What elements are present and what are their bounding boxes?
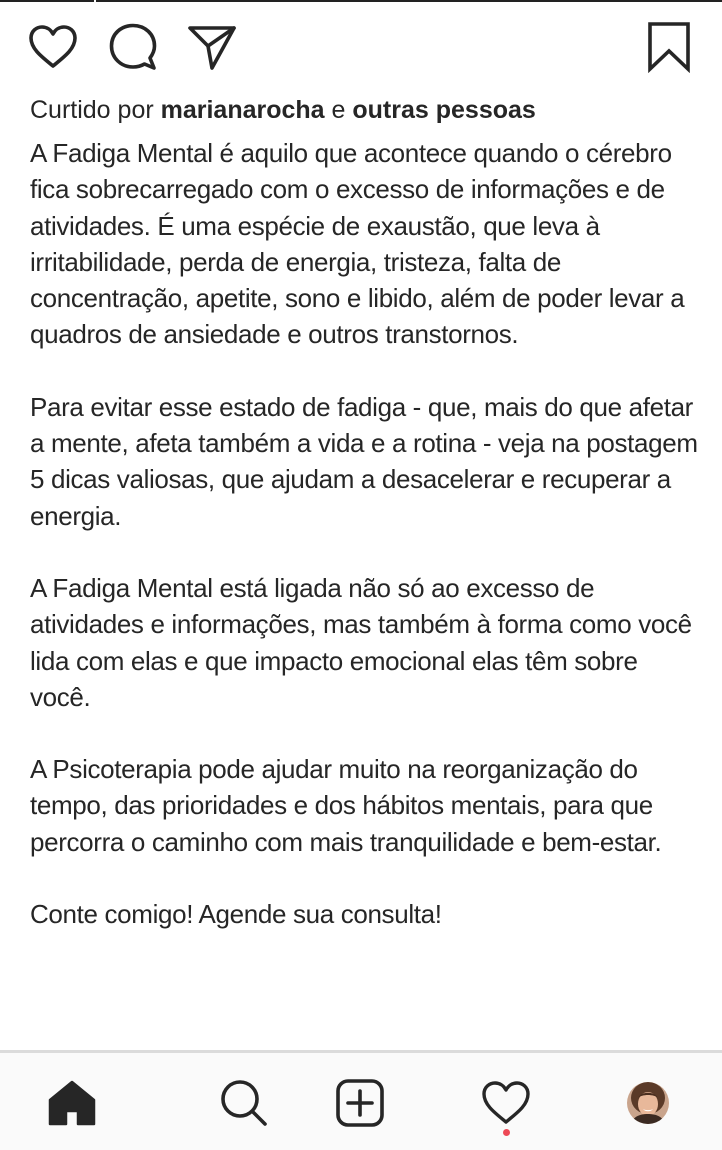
likes-others-link[interactable]: outras pessoas [352, 96, 536, 124]
notification-dot [503, 1129, 510, 1136]
nav-activity[interactable] [478, 1075, 534, 1131]
magnifier-icon [219, 1078, 269, 1128]
speech-bubble-icon [108, 22, 158, 72]
save-button[interactable] [642, 20, 696, 74]
caption-paragraph: A Fadiga Mental é aquilo que acontece quando o cérebro fica sobrecarregado com o excesso de informações e de atividades. É uma espécie de exaustão, que leva à irritabilidade, perda de energia, tristeza, falta de concentração, apetite, sono e libido, além de poder levar a quadros de ansiedade e outros transtornos. [30, 138, 685, 350]
heart-outline-icon [481, 1080, 531, 1126]
caption-paragraph: A Psicoterapia pode ajudar muito na reorganização do tempo, das prioridades e dos hábitos mentais, para que percorra o caminho com mais tranquilidade e bem-estar. [30, 754, 662, 857]
share-button[interactable] [185, 20, 239, 74]
post-action-bar [0, 20, 722, 76]
home-filled-icon [47, 1079, 97, 1127]
likes-line [30, 94, 536, 126]
plus-square-icon [335, 1078, 385, 1128]
top-edge-line [0, 0, 722, 2]
nav-create[interactable] [332, 1075, 388, 1131]
caption-paragraph: Para evitar esse estado de fadiga - que, mais do que afetar a mente, afeta também a vida e a rotina - veja na postagem 5 dicas valiosas, que ajudam a desacelerar e recuperar a energia. [30, 391, 698, 531]
post-caption [30, 135, 700, 968]
avatar [627, 1082, 669, 1124]
liker-username-link[interactable]: marianarocha [160, 96, 325, 124]
nav-profile[interactable] [620, 1075, 676, 1131]
heart-outline-icon [28, 24, 78, 70]
comment-button[interactable] [106, 20, 160, 74]
like-button[interactable] [26, 20, 80, 74]
bookmark-outline-icon [646, 21, 692, 73]
caption-paragraph: Conte comigo! Agende sua consulta! [30, 899, 442, 930]
paper-plane-icon [186, 22, 238, 72]
nav-home[interactable] [44, 1075, 100, 1131]
likes-connector: e [324, 96, 353, 124]
nav-search[interactable] [216, 1075, 272, 1131]
likes-prefix: Curtido por [30, 96, 161, 124]
caption-paragraph: A Fadiga Mental está ligada não só ao excesso de atividades e informações, mas também à forma como você lida com elas e que impacto emocional elas têm sobre você. [30, 572, 692, 712]
bottom-navigation-bar [0, 1050, 722, 1150]
